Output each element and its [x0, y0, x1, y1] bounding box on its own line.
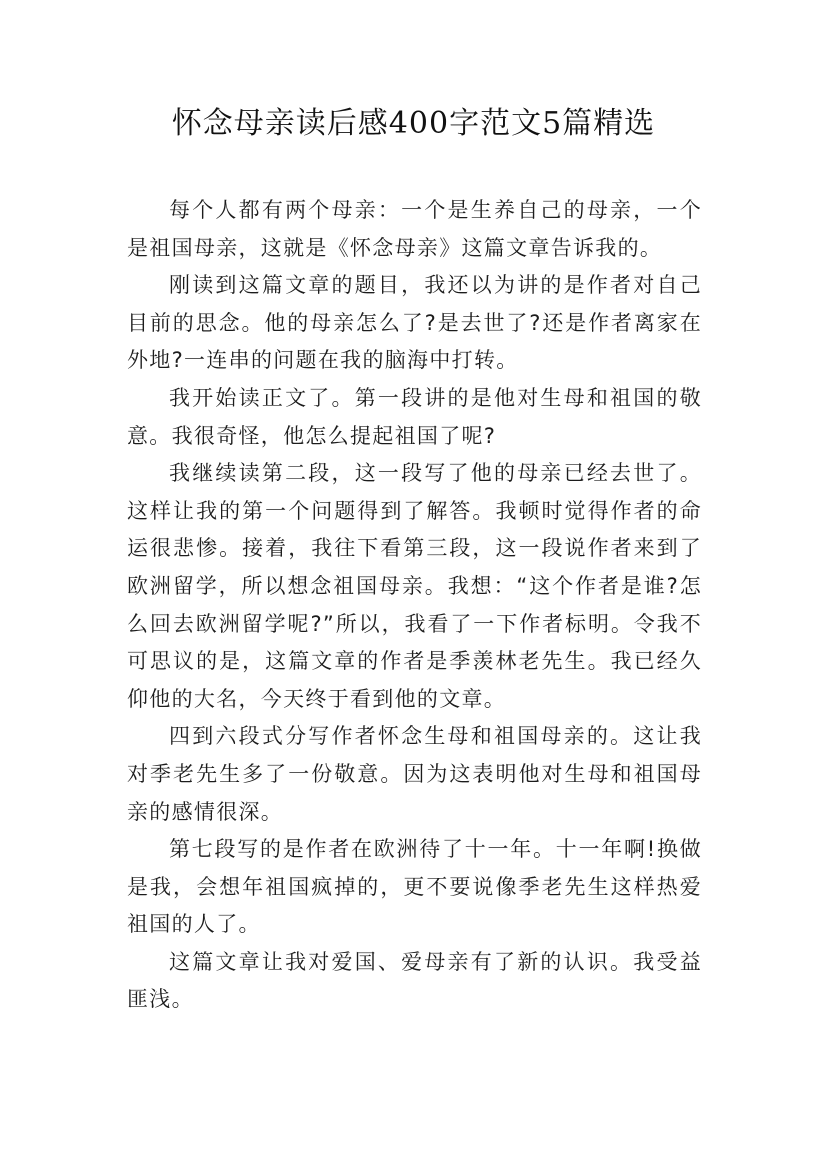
- body-paragraph-3: 我开始读正文了。第一段讲的是他对生母和祖国的敬意。我很奇怪，他怎么提起祖国了呢?: [127, 385, 702, 448]
- document-body: [127, 192, 702, 1019]
- body-paragraph-1: 每个人都有两个母亲：一个是生养自己的母亲，一个是祖国母亲，这就是《怀念母亲》这篇文章告诉我的。: [127, 198, 702, 260]
- body-paragraph-4: 我继续读第二段，这一段写了他的母亲已经去世了。这样让我的第一个问题得到了解答。我顿时觉得作者的命运很悲惨。接着，我往下看第三段，这一段说作者来到了欧洲留学，所以想念祖国母亲。我想：“这个作者是谁?怎么回去欧洲留学呢?”所以，我看了一下作者标明。令我不可思议的是，这篇文章的作者是季羡林老先生。我已经久仰他的大名，今天终于看到他的文章。: [127, 461, 702, 711]
- body-paragraph-5: 四到六段式分写作者怀念生母和祖国母亲的。这让我对季老先生多了一份敬意。因为这表明他对生母和祖国母亲的感情很深。: [127, 724, 702, 824]
- document-title: 怀念母亲读后感400字范文5篇精选: [171, 106, 656, 141]
- body-paragraph-6: 第七段写的是作者在欧洲待了十一年。十一年啊!换做是我，会想年祖国疯掉的，更不要说像季老先生这样热爱祖国的人了。: [127, 837, 702, 937]
- body-paragraph-2: 刚读到这篇文章的题目，我还以为讲的是作者对自己目前的思念。他的母亲怎么了?是去世了?还是作者离家在外地?一连串的问题在我的脑海中打转。: [127, 273, 702, 373]
- body-paragraph-7: 这篇文章让我对爱国、爱母亲有了新的认识。我受益匪浅。: [127, 949, 702, 1012]
